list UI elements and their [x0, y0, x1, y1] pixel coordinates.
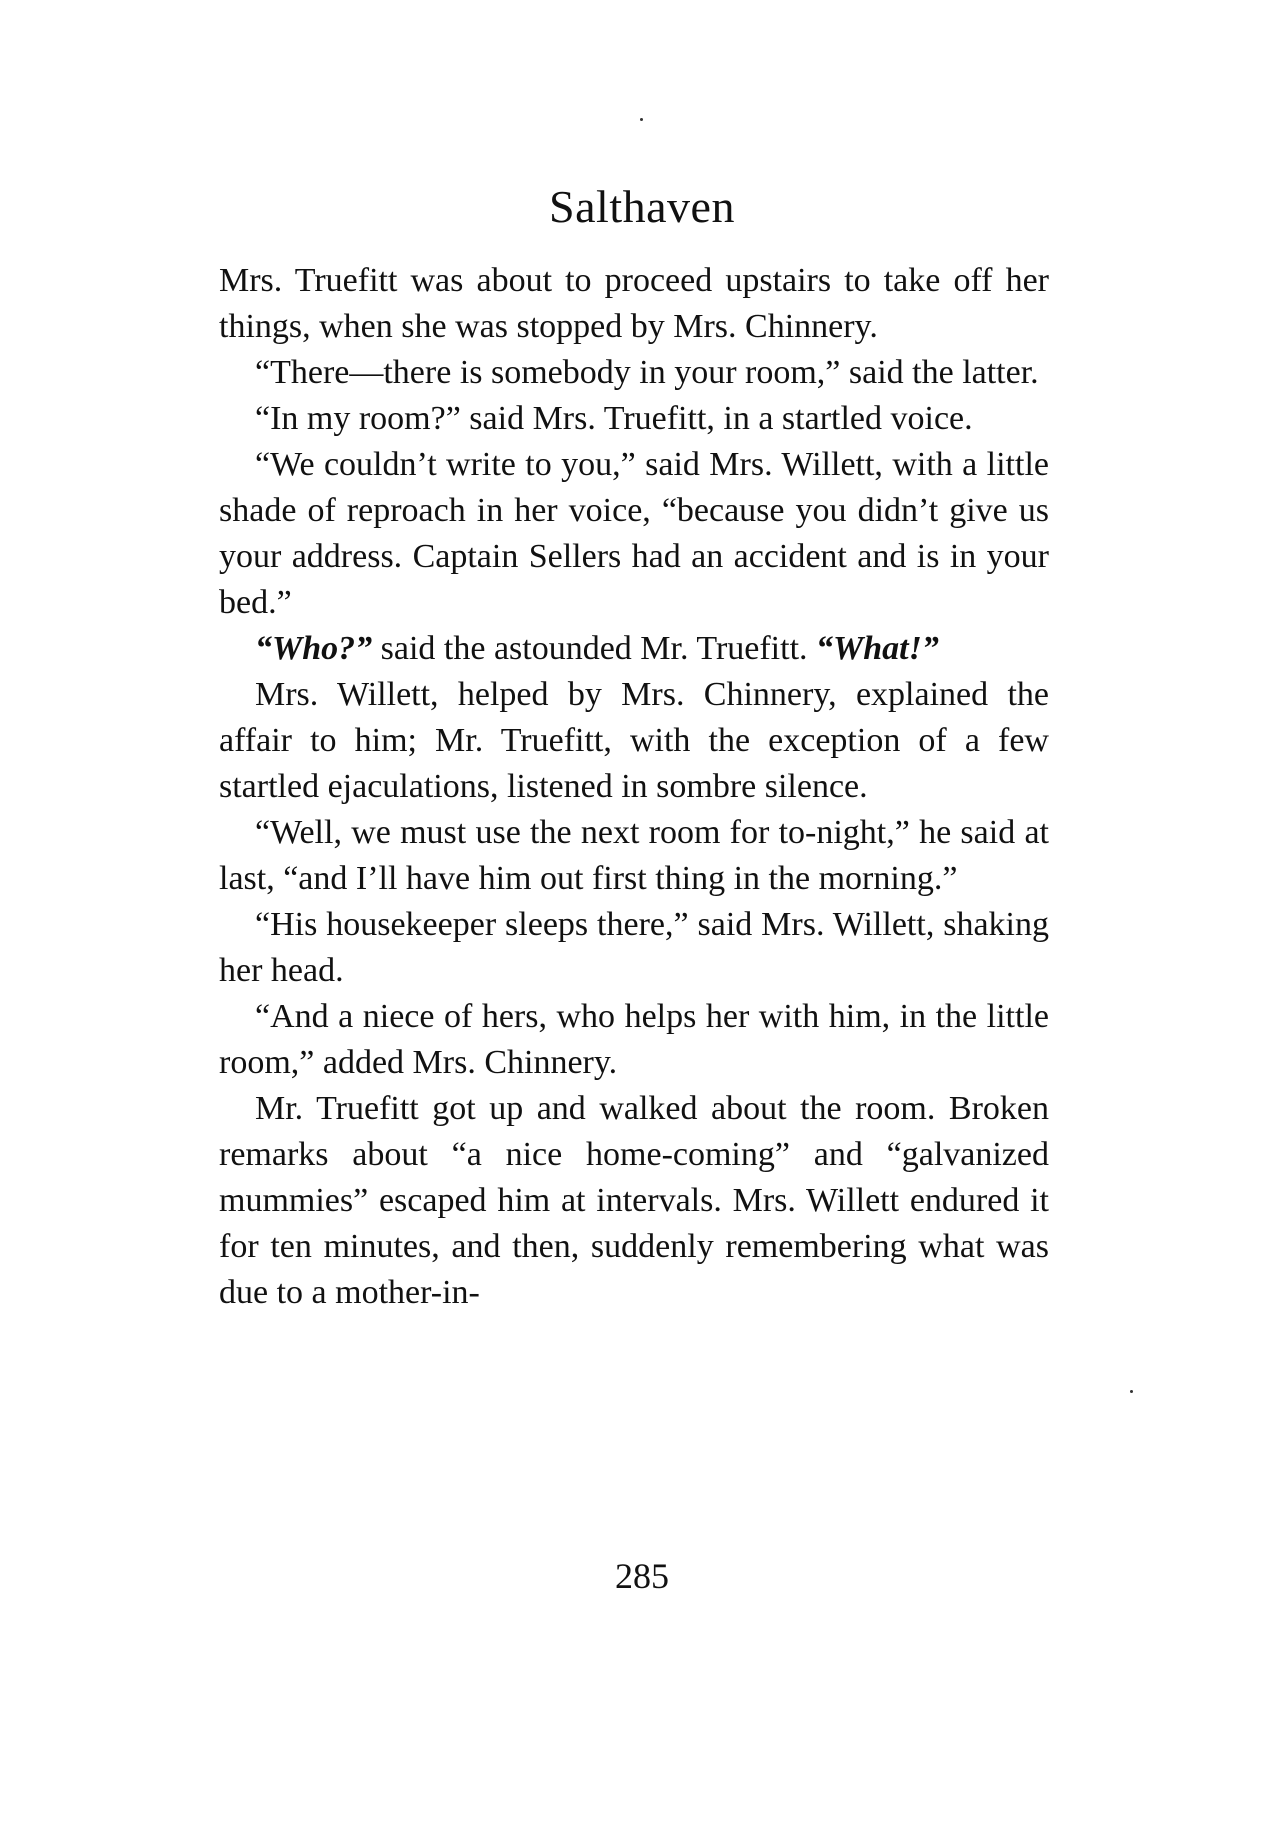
running-title: Salthaven	[549, 181, 735, 232]
paragraph: Mrs. Truefitt was about to proceed upstairs to take off her things, when she was stopped by Mrs. Chinnery.	[219, 262, 1049, 345]
paragraph-with-italics	[219, 626, 1049, 672]
page-number: 285	[615, 1556, 669, 1596]
italic-quote: “Who?”	[255, 630, 373, 667]
paragraph: “We couldn’t write to you,” said Mrs. Willett, with a little shade of reproach in her voice, “because you didn’t give us your address. Captain Sellers had an accident and is in your bed.”	[219, 446, 1049, 621]
paragraph: “His housekeeper sleeps there,” said Mrs. Willett, shaking her head.	[219, 906, 1049, 989]
body-text	[219, 258, 1049, 1316]
italic-quote: “What!”	[816, 630, 939, 667]
paragraph: “And a niece of hers, who helps her with him, in the little room,” added Mrs. Chinnery.	[219, 998, 1049, 1081]
print-speck	[640, 118, 643, 121]
paragraph-text: said the astounded Mr. Truefitt.	[372, 630, 817, 667]
paragraph: Mr. Truefitt got up and walked about the room. Broken remarks about “a nice home-coming” and “galvanized mummies” escaped him at intervals. Mrs. Willett endured it for ten minutes, and then, suddenly remembering what was due to a mother-in-	[219, 1090, 1049, 1311]
paragraph: “There—there is somebody in your room,” said the latter.	[255, 354, 1039, 391]
paragraph: “In my room?” said Mrs. Truefitt, in a startled voice.	[255, 400, 973, 437]
print-speck	[1130, 1390, 1133, 1393]
paragraph: Mrs. Willett, helped by Mrs. Chinnery, explained the affair to him; Mr. Truefitt, with the exception of a few startled ejaculations, listened in sombre silence.	[219, 676, 1049, 805]
paragraph: “Well, we must use the next room for to-night,” he said at last, “and I’ll have him out first thing in the morning.”	[219, 814, 1049, 897]
